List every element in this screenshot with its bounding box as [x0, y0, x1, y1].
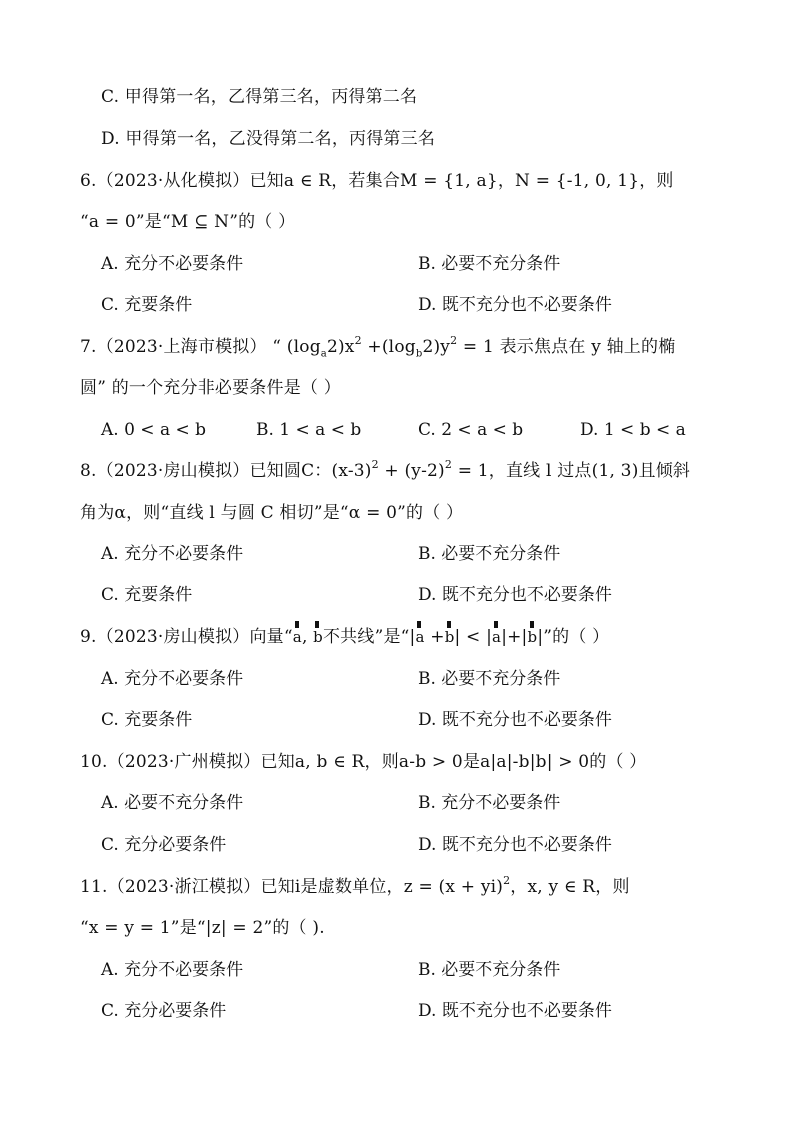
- q8-stem: 8.（2023·房山模拟）已知圆C：$(x-3)^2 + (y-2)^2 = 1$，直线 l 过点(1, 3)且倾斜: [80, 458, 691, 481]
- q10-option-c: C. 充分必要条件: [101, 835, 227, 855]
- q7-option-d: D. 1 < b < a: [580, 420, 686, 440]
- q10-option-d: D. 既不充分也不必要条件: [418, 835, 612, 855]
- q6-stem-cont: “a = 0”是“M ⊆ N”的（ ）: [80, 212, 296, 232]
- vector-a-symbol: a: [492, 625, 501, 649]
- q9-option-b: B. 必要不充分条件: [418, 669, 561, 689]
- q9-option-c: C. 充要条件: [101, 710, 193, 730]
- q11-stem: 11.（2023·浙江模拟）已知i是虚数单位，z = (x + yi)$^2$，x, y ∈ R，则: [80, 874, 630, 897]
- q8-stem-cont: 角为α，则“直线 l 与圆 C 相切”是“α = 0”的（ ）: [80, 503, 464, 523]
- q9-option-d: D. 既不充分也不必要条件: [418, 710, 612, 730]
- q6-option-a: A. 充分不必要条件: [101, 254, 244, 274]
- q6-stem: 6.（2023·从化模拟）已知a ∈ R，若集合M = {1, a}，N = {-1, 0, 1}，则: [80, 171, 674, 191]
- q8-option-a: A. 充分不必要条件: [101, 544, 244, 564]
- q6-option-d: D. 既不充分也不必要条件: [418, 295, 612, 315]
- q5-option-d: D. 甲得第一名，乙没得第二名，丙得第三名: [101, 129, 436, 149]
- q8-option-d: D. 既不充分也不必要条件: [418, 585, 612, 605]
- q7-option-b: B. 1 < a < b: [256, 420, 362, 440]
- q7-option-c: C. 2 < a < b: [418, 420, 524, 440]
- q11-option-c: C. 充分必要条件: [101, 1001, 227, 1021]
- q9-stem: 9.（2023·房山模拟）向量“a, b不共线”是“|a +b| < |a|+|b|”的（ ）: [80, 627, 610, 647]
- vector-b-symbol: b: [313, 625, 323, 649]
- q10-option-b: B. 充分不必要条件: [418, 793, 561, 813]
- q10-option-a: A. 必要不充分条件: [101, 793, 244, 813]
- q7-option-a: A. 0 < a < b: [101, 420, 207, 440]
- q6-option-c: C. 充要条件: [101, 295, 193, 315]
- q7-stem: 7.（2023·上海市模拟） “ $(\log_a2)x^2 +(\log_b2)y^2 = 1$ 表示焦点在 y 轴上的椭: [80, 334, 676, 360]
- q11-option-b: B. 必要不充分条件: [418, 960, 561, 980]
- q11-option-d: D. 既不充分也不必要条件: [418, 1001, 612, 1021]
- vector-b-symbol: b: [445, 625, 455, 649]
- vector-a-symbol: a: [293, 625, 302, 649]
- q7-stem-cont: 圆” 的一个充分非必要条件是（ ）: [80, 378, 341, 398]
- q6-option-b: B. 必要不充分条件: [418, 254, 561, 274]
- vector-b-symbol: b: [528, 625, 538, 649]
- q11-stem-cont: “x = y = 1”是“|z| = 2”的（ ).: [80, 918, 325, 938]
- vector-a-symbol: a: [415, 625, 424, 649]
- q9-option-a: A. 充分不必要条件: [101, 669, 244, 689]
- q11-option-a: A. 充分不必要条件: [101, 960, 244, 980]
- q8-option-b: B. 必要不充分条件: [418, 544, 561, 564]
- q8-option-c: C. 充要条件: [101, 585, 193, 605]
- q10-stem: 10.（2023·广州模拟）已知a, b ∈ R，则a-b > 0是a|a|-b|b| > 0的（ ）: [80, 752, 647, 772]
- q5-option-c: C. 甲得第一名，乙得第三名，丙得第二名: [101, 87, 418, 107]
